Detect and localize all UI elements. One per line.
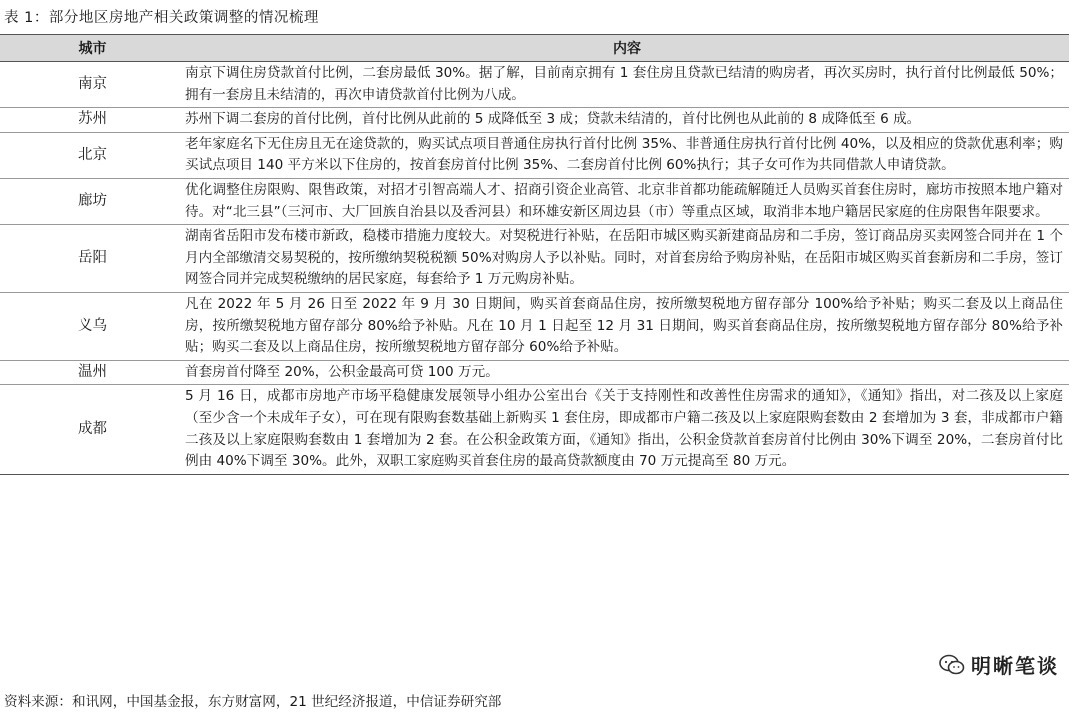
city-cell: 岳阳 bbox=[0, 225, 185, 293]
table-row bbox=[0, 132, 1069, 178]
content-cell: 苏州下调二套房的首付比例，首付比例从此前的 5 成降低至 3 成；贷款未结清的，首付比例也从此前的 8 成降低至 6 成。 bbox=[185, 108, 1069, 133]
city-cell: 廊坊 bbox=[0, 178, 185, 224]
content-cell: 凡在 2022 年 5 月 26 日至 2022 年 9 月 30 日期间，购买首套商品住房，按所缴契税地方留存部分 100%给予补贴；购买二套及以上商品住房，按所缴契税地方留存部分 80%给予补贴。凡在 10 月 1 日起至 12 月 31 日期间，购买首套商品住房，按所缴契税地方留存部分 80%给予补贴；购买二套及以上商品住房，按所缴契税地方留存部分 60%给予补贴。 bbox=[185, 292, 1069, 360]
wechat-icon bbox=[939, 654, 965, 676]
table-row bbox=[0, 385, 1069, 474]
city-cell: 成都 bbox=[0, 385, 185, 474]
header-city: 城市 bbox=[0, 35, 185, 62]
city-cell: 北京 bbox=[0, 132, 185, 178]
table-row bbox=[0, 292, 1069, 360]
table-caption: 表 1：部分地区房地产相关政策调整的情况梳理 bbox=[4, 10, 319, 26]
table-row bbox=[0, 360, 1069, 385]
content-cell: 南京下调住房贷款首付比例，二套房最低 30%。据了解，目前南京拥有 1 套住房且贷款已结清的购房者，再次买房时，执行首付比例最低 50%；拥有一套房且未结清的，再次申请贷款首付比例为八成。 bbox=[185, 62, 1069, 108]
source-note: 资料来源：和讯网，中国基金报，东方财富网，21 世纪经济报道，中信证券研究部 bbox=[4, 694, 502, 710]
table-row bbox=[0, 178, 1069, 224]
table-row bbox=[0, 62, 1069, 108]
policy-table bbox=[0, 34, 1069, 475]
city-cell: 温州 bbox=[0, 360, 185, 385]
content-cell: 湖南省岳阳市发布楼市新政，稳楼市措施力度较大。对契税进行补贴，在岳阳市城区购买新建商品房和二手房，签订商品房买卖网签合同并在 1 个月内全部缴清交易契税的，按所缴纳契税税额 50%对购房人予以补贴。同时，对首套房给予购房补贴，在岳阳市城区购买首套新房和二手房，签订网签合同并完成契税缴纳的居民家庭，每套给予 1 万元购房补贴。 bbox=[185, 225, 1069, 293]
city-cell: 南京 bbox=[0, 62, 185, 108]
table-row bbox=[0, 108, 1069, 133]
watermark bbox=[935, 648, 1063, 681]
city-cell: 苏州 bbox=[0, 108, 185, 133]
city-cell: 义乌 bbox=[0, 292, 185, 360]
table-header-row bbox=[0, 35, 1069, 62]
content-cell: 优化调整住房限购、限售政策，对招才引智高端人才、招商引资企业高管、北京非首都功能疏解随迁人员购买首套住房时，廊坊市按照本地户籍对待。对“北三县”（三河市、大厂回族自治县以及香河县）和环雄安新区周边县（市）等重点区域，取消非本地户籍居民家庭的住房限售年限要求。 bbox=[185, 178, 1069, 224]
content-cell: 5 月 16 日，成都市房地产市场平稳健康发展领导小组办公室出台《关于支持刚性和改善性住房需求的通知》，《通知》指出，对二孩及以上家庭（至少含一个未成年子女），可在现有限购套数基础上新购买 1 套住房，即成都市户籍二孩及以上家庭限购套数由 2 套增加为 3 套，非成都市户籍二孩及以上家庭限购套数由 1 套增加为 2 套。在公积金政策方面，《通知》指出，公积金贷款首套房首付比例由 30%下调至 20%，二套房首付比例由 40%下调至 30%。此外，双职工家庭购买首套住房的最高贷款额度由 70 万元提高至 80 万元。 bbox=[185, 385, 1069, 474]
header-content: 内容 bbox=[185, 35, 1069, 62]
watermark-text: 明晰笔谈 bbox=[971, 654, 1059, 678]
content-cell: 老年家庭名下无住房且无在途贷款的，购买试点项目普通住房执行首付比例 35%、非普通住房执行首付比例 40%，以及相应的贷款优惠利率；购买试点项目 140 平方米以下住房的，按首套房首付比例 35%、二套房首付比例 60%执行；其子女可作为共同借款人申请贷款。 bbox=[185, 132, 1069, 178]
table-row bbox=[0, 225, 1069, 293]
content-cell: 首套房首付降至 20%，公积金最高可贷 100 万元。 bbox=[185, 360, 1069, 385]
